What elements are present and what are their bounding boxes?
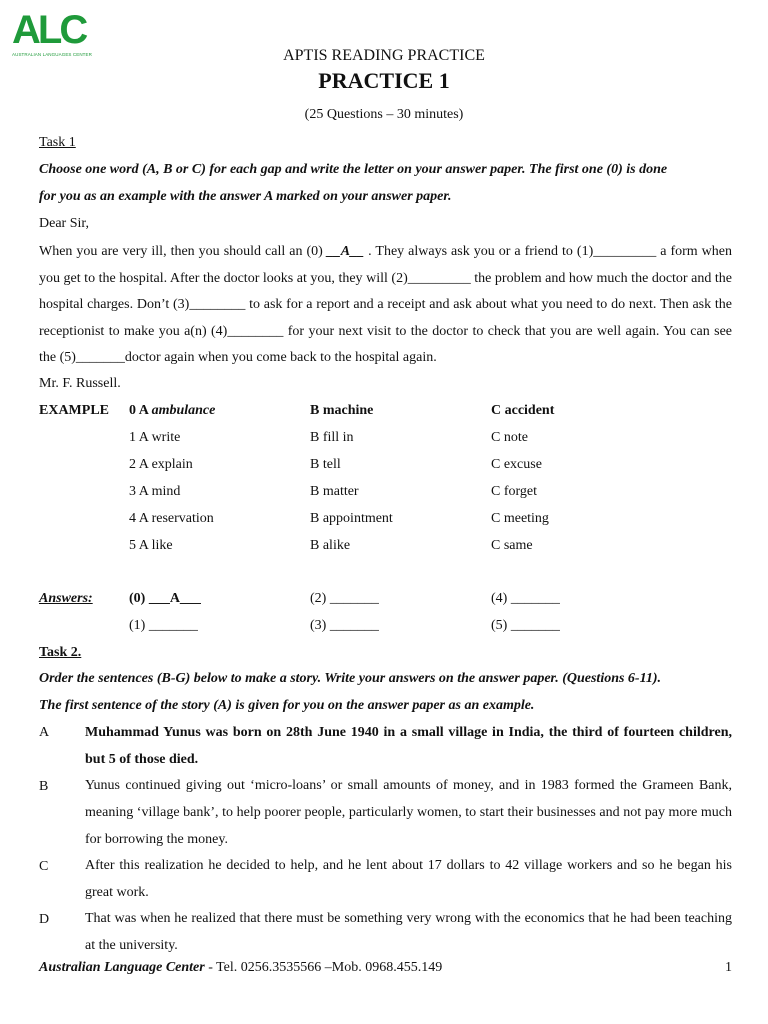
sentence-letter-b: B xyxy=(39,779,49,794)
sentence-a: Muhammad Yunus was born on 28th June 1940 in a small village in India, the third of fourteen children, but 5 of those died. xyxy=(85,725,732,767)
example-option-b: B machine xyxy=(310,403,374,418)
answer-4: (4) _______ xyxy=(491,591,560,606)
sentence-letter-c: C xyxy=(39,859,49,874)
example-answer: __A__ xyxy=(326,244,365,259)
logo-subtitle: AUSTRALIAN LANGUAGES CENTER xyxy=(12,52,92,57)
letter-signature: Mr. F. Russell. xyxy=(39,376,121,391)
answer-3: (3) _______ xyxy=(310,618,379,633)
answer-0: (0) ___A___ xyxy=(129,591,201,606)
option-4-b: B appointment xyxy=(310,511,393,526)
option-2-b: B tell xyxy=(310,457,341,472)
option-5-b: B alike xyxy=(310,538,351,553)
sentence-d: That was when he realized that there must be something very wrong with the economics that he had been teaching at the university. xyxy=(85,911,732,953)
task2-heading: Task 2. xyxy=(39,645,82,660)
option-1-a: 1 A write xyxy=(129,430,181,445)
sentence-letter-a: A xyxy=(39,725,50,740)
practice-subtitle: (25 Questions – 30 minutes) xyxy=(304,107,464,122)
logo-text: ALC xyxy=(12,8,86,52)
task1-heading: Task 1 xyxy=(39,135,76,150)
page-footer xyxy=(39,960,442,976)
example-option-c: C accident xyxy=(491,403,555,418)
answer-1: (1) _______ xyxy=(129,618,198,633)
sentence-letter-d: D xyxy=(39,912,50,927)
letter-body xyxy=(39,239,732,372)
option-2-c: C excuse xyxy=(491,457,542,472)
option-4-c: C meeting xyxy=(491,511,549,526)
example-label: EXAMPLE xyxy=(39,403,109,418)
task1-instruction-1: Choose one word (A, B or C) for each gap and write the letter on your answer paper. The first one (0) is done xyxy=(39,162,668,177)
letter-greeting: Dear Sir, xyxy=(39,216,89,231)
example-option-a: 0 A ambulance xyxy=(129,403,216,418)
page-title: APTIS READING PRACTICE xyxy=(283,47,485,64)
task2-instruction-1: Order the sentences (B-G) below to make a story. Write your answers on the answer paper. (Questions 6-11). xyxy=(39,671,661,686)
option-4-a: 4 A reservation xyxy=(129,511,214,526)
option-5-a: 5 A like xyxy=(129,538,173,553)
task1-instruction-2: for you as an example with the answer A marked on your answer paper. xyxy=(39,189,452,204)
option-3-b: B matter xyxy=(310,484,359,499)
option-3-c: C forget xyxy=(491,484,538,499)
page-number: 1 xyxy=(725,960,732,975)
practice-title: PRACTICE 1 xyxy=(318,68,450,93)
sentence-c: After this realization he decided to help, and he lent about 17 dollars to 42 village workers and so he began his great work. xyxy=(85,858,732,900)
option-5-c: C same xyxy=(491,538,533,553)
option-2-a: 2 A explain xyxy=(129,457,193,472)
answer-5: (5) _______ xyxy=(491,618,560,633)
letter-text-2: . They always ask you or a friend to (1)_________ a form when you get to the hospital. After the doctor looks at you, they will (2)_________ the problem and how much the doctor and the hospital charges. Don’t (3)________ to ask for a report and a receipt and ask about what you need to do next. Then ask the receptionist to make you a(n) (4)________ for your next visit to the doctor to check that you are well again. You can see the (5)_______doctor again when you come back to the hospital again. xyxy=(39,244,733,366)
sentence-b: Yunus continued giving out ‘micro-loans’ or small amounts of money, and in 1983 formed the Grameen Bank, meaning ‘village bank’, to help poorer people, particularly women, to start their businesses and not pay more much for borrowing the money. xyxy=(85,778,732,847)
letter-text-1: When you are very ill, then you should call an (0) xyxy=(39,244,327,259)
option-3-a: 3 A mind xyxy=(129,484,181,499)
answers-label: Answers: xyxy=(39,591,93,606)
option-1-b: B fill in xyxy=(310,430,354,445)
task2-instruction-2: The first sentence of the story (A) is given for you on the answer paper as an example. xyxy=(39,698,535,713)
footer-contact: - Tel. 0256.3535566 –Mob. 0968.455.149 xyxy=(204,960,443,975)
answer-2: (2) _______ xyxy=(310,591,379,606)
footer-center-name: Australian Language Center xyxy=(39,960,205,975)
option-1-c: C note xyxy=(491,430,528,445)
